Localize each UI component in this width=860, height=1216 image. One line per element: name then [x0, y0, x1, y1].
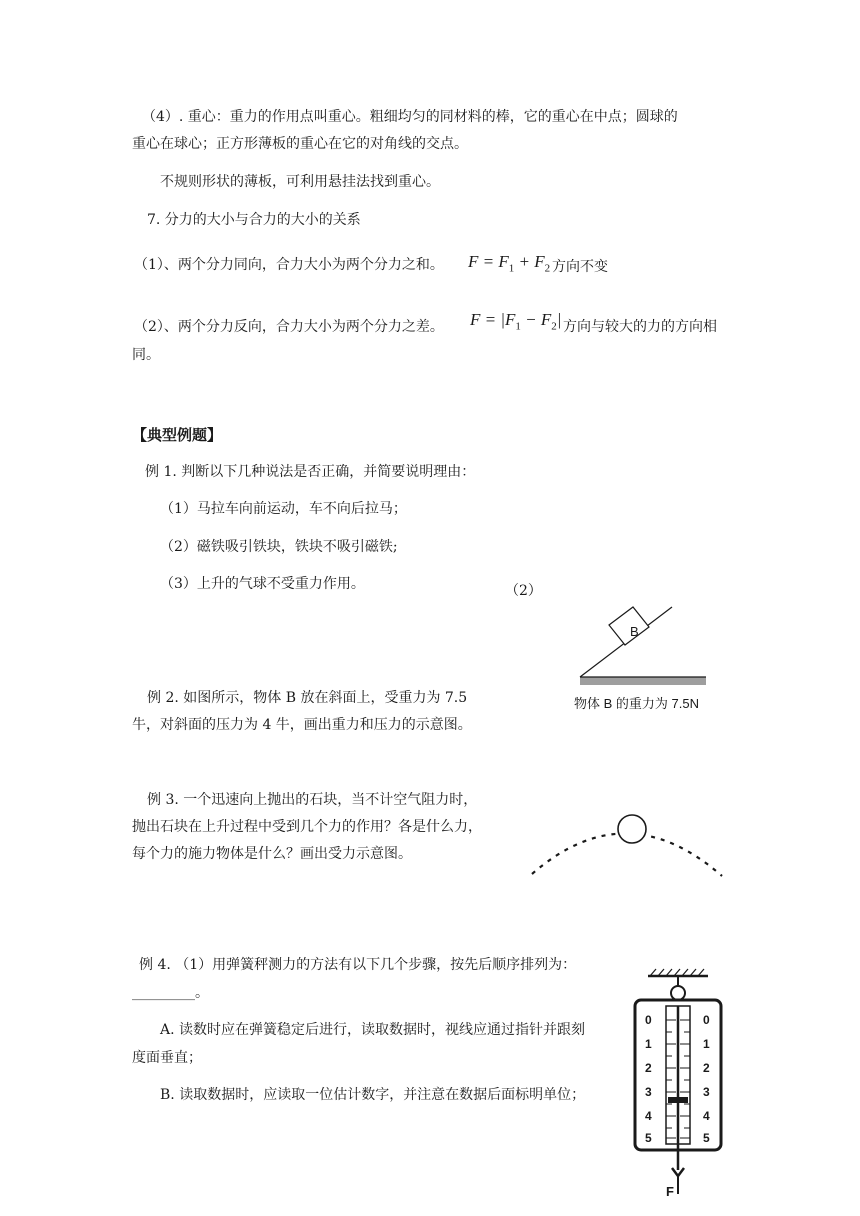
stepA-line2: 度面垂直；	[132, 1050, 202, 1066]
scale-right-1: 1	[703, 1037, 710, 1051]
top-ring	[671, 986, 685, 1000]
block-b-label: B	[630, 624, 639, 639]
example1-item-2: （2）磁铁吸引铁块，铁块不吸引磁铁;	[160, 539, 398, 555]
stone	[618, 815, 646, 843]
scale-left-0: 0	[645, 1013, 652, 1027]
section7-item1	[134, 255, 444, 275]
scale-right-5: 5	[703, 1131, 710, 1145]
item2-suffix-line1: 方向与较大的力的方向相	[563, 319, 717, 335]
block-b	[609, 607, 649, 645]
example3-line1: 例 3. 一个迅速向上抛出的石块，当不计空气阻力时，	[147, 792, 478, 808]
example4-blank: _________。	[132, 985, 209, 1001]
scale-left-4: 4	[645, 1109, 652, 1123]
item1-text: （1）、两个分力同向，合力大小为两个分力之和。	[134, 257, 444, 273]
trajectory-figure	[526, 812, 726, 882]
spring-scale-figure	[628, 966, 728, 1202]
examples-heading: 【典型例题】	[132, 426, 223, 444]
item1-formula: $F = F_1 + F_2$	[468, 252, 551, 275]
incline-figure	[574, 595, 724, 695]
example1-item-1: （1）马拉车向前运动，车不向后拉马；	[160, 501, 407, 517]
item2-text: （2）、两个分力反向，合力大小为两个分力之差。	[134, 319, 444, 335]
example2-line2: 牛，对斜面的压力为 4 牛，画出重力和压力的示意图。	[132, 717, 472, 733]
item1-suffix: 方向不变	[552, 259, 608, 275]
example3-line2: 抛出石块在上升过程中受到几个力的作用？各是什么力，	[132, 819, 482, 835]
scale-right-2: 2	[703, 1061, 710, 1075]
scale-right-0: 0	[703, 1013, 710, 1027]
bottom-hook	[672, 1156, 684, 1176]
item2-suffix-line2: 同。	[132, 347, 160, 363]
example4-line1: 例 4. （1）用弹簧秤测力的方法有以下几个步骤，按先后顺序排列为：	[139, 957, 577, 973]
gravity-center-para2: 不规则形状的薄板，可利用悬挂法找到重心。	[160, 174, 440, 190]
ground-surface	[580, 677, 706, 685]
scale-left-2: 2	[645, 1061, 652, 1075]
section7-item2	[134, 317, 444, 337]
item2-formula: $F = |F_1 - F_2|$	[470, 310, 562, 333]
example3-line3: 每个力的施力物体是什么？画出受力示意图。	[132, 846, 412, 862]
force-label: F	[666, 1184, 674, 1199]
stepA-line1: A. 读数时应在弹簧稳定后进行，读取数据时，视线应通过指针并跟刻	[160, 1022, 586, 1038]
pointer	[668, 1097, 688, 1103]
gravity-center-para1-line1: （4）. 重心：重力的作用点叫重心。粗细均匀的同材料的棒，它的重心在中点；圆球的	[142, 109, 678, 125]
example1-item-3: （3）上升的气球不受重力作用。	[160, 576, 365, 592]
figure2-caption: 物体 B 的重力为 7.5N	[574, 696, 699, 711]
scale-left-3: 3	[645, 1085, 652, 1099]
gravity-center-para1-line2: 重心在球心；正方形薄板的重心在它的对角线的交点。	[132, 136, 468, 152]
example2-line1: 例 2. 如图所示，物体 B 放在斜面上，受重力为 7.5	[147, 690, 468, 706]
scale-right-4: 4	[703, 1109, 710, 1123]
scale-left-1: 1	[645, 1037, 652, 1051]
example1-prompt: 例 1. 判断以下几种说法是否正确，并简要说明理由：	[145, 464, 476, 480]
section7-title: 7. 分力的大小与合力的大小的关系	[147, 212, 361, 228]
scale-right-3: 3	[703, 1085, 710, 1099]
figure2-number: （2）	[505, 583, 542, 599]
stepB: B. 读取数据时，应读取一位估计数字，并注意在数据后面标明单位；	[160, 1087, 586, 1103]
scale-left-5: 5	[645, 1131, 652, 1145]
